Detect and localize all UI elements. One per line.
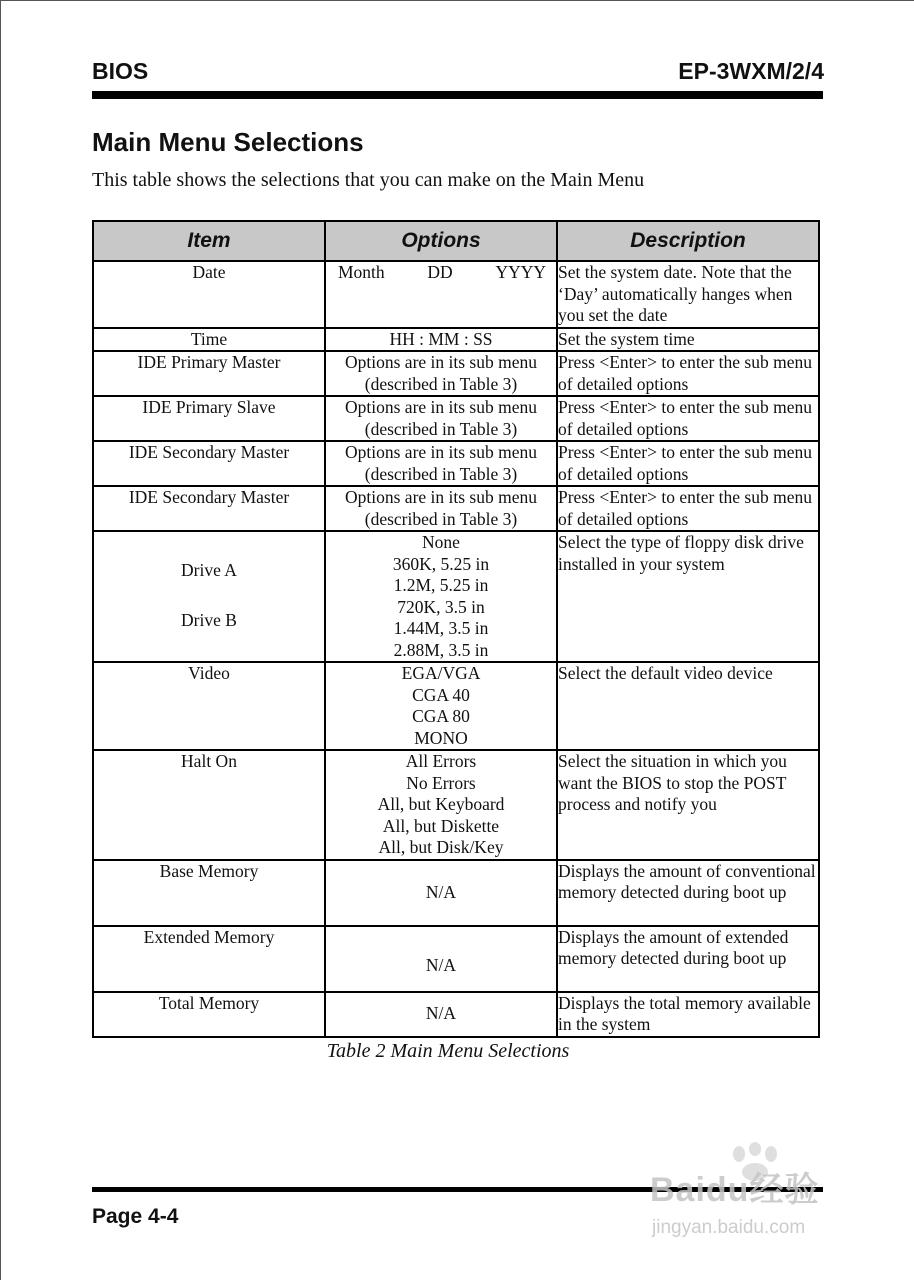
options-cell: N/A <box>325 992 557 1037</box>
header-right: EP-3WXM/2/4 <box>678 58 824 84</box>
options-cell <box>325 261 557 328</box>
item-cell: Base Memory <box>93 860 325 926</box>
option-line: 360K, 5.25 in <box>392 553 490 574</box>
table-row <box>93 351 819 396</box>
item-cell: Halt On <box>93 750 325 860</box>
header-description: Description <box>557 221 819 261</box>
drive-a-label: Drive A <box>181 560 237 580</box>
item-cell: Time <box>93 328 325 352</box>
item-cell: IDE Primary Master <box>93 351 325 396</box>
table-row <box>93 328 819 352</box>
item-cell: IDE Secondary Master <box>93 441 325 486</box>
date-day: DD <box>427 262 453 282</box>
option-line: No Errors <box>406 772 476 793</box>
date-month: Month <box>338 262 385 282</box>
options-cell: N/A <box>325 860 557 926</box>
option-line: All, but Disk/Key <box>378 837 504 857</box>
option-line: 720K, 3.5 in <box>397 596 485 617</box>
item-cell: IDE Secondary Master <box>93 486 325 531</box>
section-title: Main Menu Selections <box>92 127 364 157</box>
item-cell: Date <box>93 261 325 328</box>
option-line: 2.88M, 3.5 in <box>393 639 489 660</box>
description-cell: Select the situation in which you want the BIOS to stop the POST process and notify you <box>557 750 819 860</box>
option-line: None <box>422 532 460 552</box>
header-options: Options <box>325 221 557 261</box>
option-line: All, but Diskette <box>382 815 500 836</box>
description-cell: Displays the total memory available in the system <box>557 992 819 1037</box>
options-cell <box>325 662 557 750</box>
header-left: BIOS <box>92 58 149 84</box>
description-cell: Select the type of floppy disk drive installed in your system <box>557 531 819 662</box>
description-cell: Displays the amount of extended memory detected during boot up <box>557 926 819 992</box>
table-row <box>93 992 819 1037</box>
options-line: (described in Table 3) <box>364 418 518 439</box>
description-cell: Select the default video device <box>557 662 819 750</box>
options-line: (described in Table 3) <box>364 508 518 529</box>
table-row <box>93 486 819 531</box>
table-header-row <box>93 221 819 261</box>
options-cell: N/A <box>325 926 557 992</box>
date-year: YYYY <box>495 262 546 282</box>
options-cell <box>325 351 557 396</box>
table-row <box>93 926 819 992</box>
options-cell <box>325 750 557 860</box>
item-cell: Extended Memory <box>93 926 325 992</box>
section-intro: This table shows the selections that you can make on the Main Menu <box>92 169 645 191</box>
options-line: Options are in its sub menu <box>345 352 537 372</box>
table-row <box>93 531 819 662</box>
main-menu-table <box>92 220 820 1038</box>
table-row <box>93 662 819 750</box>
description-cell: Displays the amount of conventional memory detected during boot up <box>557 860 819 926</box>
options-line: Options are in its sub menu <box>345 442 537 462</box>
date-format <box>326 262 556 284</box>
watermark-url: jingyan.baidu.com <box>652 1217 806 1238</box>
header-rule <box>92 91 823 99</box>
description-cell: Press <Enter> to enter the sub menu of detailed options <box>557 351 819 396</box>
item-cell <box>93 531 325 662</box>
table-row <box>93 441 819 486</box>
header-item: Item <box>93 221 325 261</box>
option-line: All, but Keyboard <box>377 794 505 814</box>
description-cell: Press <Enter> to enter the sub menu of detailed options <box>557 441 819 486</box>
options-line: Options are in its sub menu <box>345 397 537 417</box>
options-line: (described in Table 3) <box>364 373 518 394</box>
table-row <box>93 396 819 441</box>
page-number: Page 4-4 <box>92 1205 179 1228</box>
options-cell: HH : MM : SS <box>325 328 557 352</box>
table-row <box>93 750 819 860</box>
options-cell <box>325 531 557 662</box>
option-line: MONO <box>414 727 468 748</box>
option-line: 1.2M, 5.25 in <box>393 575 489 595</box>
table-row <box>93 261 819 328</box>
description-cell: Set the system date. Note that the ‘Day’ automatically hanges when you set the date <box>557 261 819 328</box>
description-cell: Set the system time <box>557 328 819 352</box>
option-line: CGA 40 <box>412 684 470 705</box>
options-cell <box>325 441 557 486</box>
option-line: All Errors <box>405 751 477 771</box>
table-caption: Table 2 Main Menu Selections <box>326 1040 570 1062</box>
item-cell: IDE Primary Slave <box>93 396 325 441</box>
item-cell: Total Memory <box>93 992 325 1037</box>
options-line: (described in Table 3) <box>364 463 518 484</box>
watermark-logo: Baidu经验 <box>650 1171 820 1209</box>
options-line: Options are in its sub menu <box>345 487 537 507</box>
options-cell <box>325 396 557 441</box>
description-cell: Press <Enter> to enter the sub menu of detailed options <box>557 396 819 441</box>
option-line: EGA/VGA <box>401 663 481 683</box>
drive-b-label: Drive B <box>181 610 237 630</box>
page-border-top <box>0 0 914 1</box>
description-cell: Press <Enter> to enter the sub menu of detailed options <box>557 486 819 531</box>
page-border-left <box>0 0 1 1280</box>
options-cell <box>325 486 557 531</box>
option-line: CGA 80 <box>412 706 470 726</box>
item-cell: Video <box>93 662 325 750</box>
option-line: 1.44M, 3.5 in <box>393 618 489 638</box>
table-row <box>93 860 819 926</box>
